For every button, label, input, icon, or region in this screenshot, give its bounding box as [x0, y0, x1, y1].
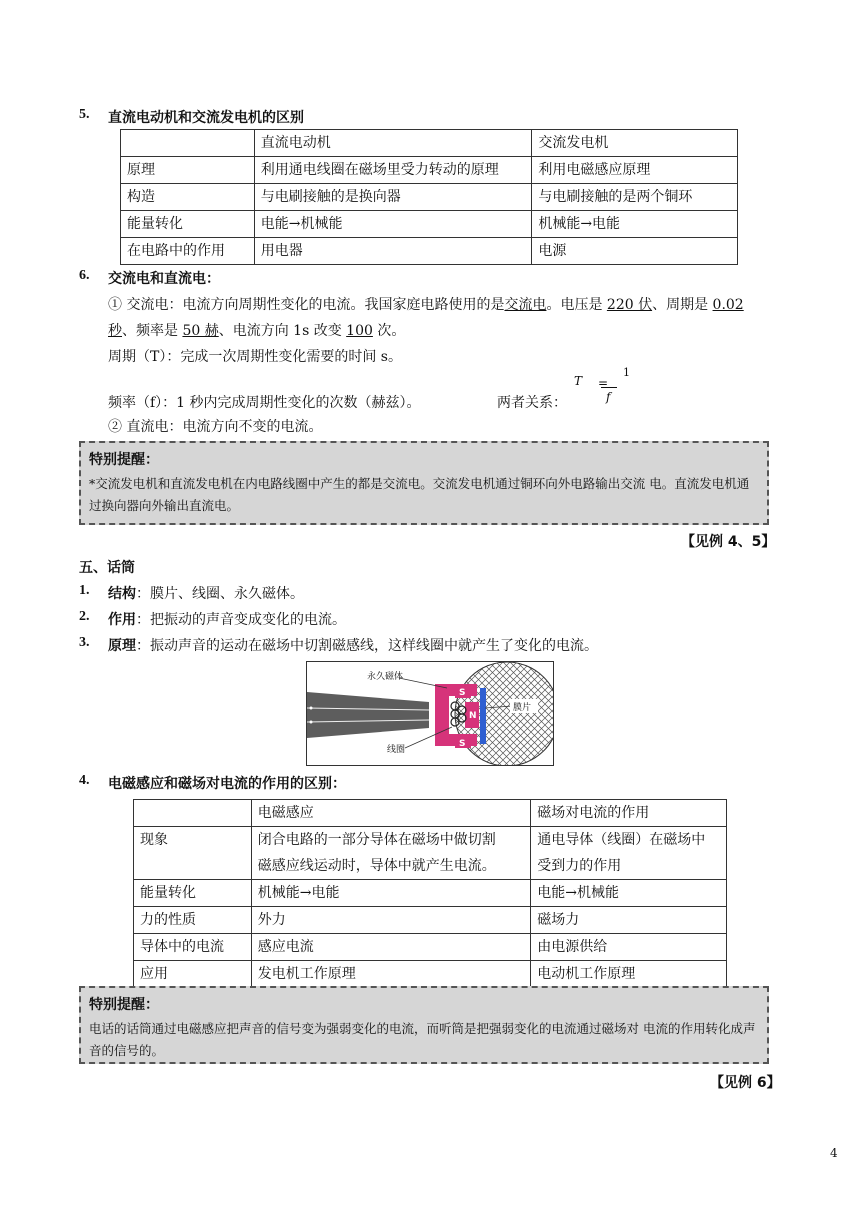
cell-text: 受到力的作用 — [537, 858, 622, 874]
table-cell: 磁场力 — [531, 907, 727, 934]
table-cell: 交流发电机 — [532, 130, 738, 157]
table-cell — [251, 827, 531, 880]
table-cell: 机械能→电能 — [532, 211, 738, 238]
table-cell: 应用 — [134, 961, 252, 988]
section-number: 5. — [79, 107, 90, 122]
item-title: 电磁感应和磁场对电流的作用的区别： — [108, 776, 346, 792]
ac-definition-line — [108, 294, 744, 314]
cell-text: 通电导体（线圈）在磁场中 — [537, 832, 706, 848]
table-cell: 导体中的电流 — [134, 934, 252, 961]
text: 、频率是 — [122, 323, 178, 339]
table-cell — [121, 130, 255, 157]
table-cell — [134, 827, 252, 880]
period-definition: 周期（T）：完成一次周期性变化需要的时间 s。 — [108, 349, 402, 365]
frequency-definition: 频率（f）：1 秒内完成周期性变化的次数（赫兹）。 — [108, 395, 421, 411]
item-label: 结构 — [108, 586, 136, 602]
table-cell: 在电路中的作用 — [121, 238, 255, 265]
table-cell: 利用电磁感应原理 — [532, 157, 738, 184]
south-pole-label: S — [459, 688, 466, 698]
table-row — [121, 157, 738, 184]
item-label: 原理 — [108, 638, 136, 654]
ac-definition-line-2 — [108, 320, 405, 340]
underlined-answer: 0.02 — [712, 297, 744, 313]
item-number: 3. — [79, 635, 90, 650]
table-cell: 与电刷接触的是换向器 — [254, 184, 532, 211]
cell-text: 磁感应线运动时，导体中就产生电流。 — [257, 858, 496, 874]
formula-T: T — [574, 374, 583, 388]
item-label: 作用 — [108, 612, 136, 628]
table-cell: 能量转化 — [121, 211, 255, 238]
table-cell — [134, 800, 252, 827]
table-cell: 磁场对电流的作用 — [531, 800, 727, 827]
structure-item — [108, 583, 304, 603]
item-number: 1. — [79, 583, 90, 598]
chapter-heading: 五、话筒 — [79, 560, 135, 576]
magnet-label: 永久磁体 — [367, 672, 404, 682]
dc-definition: ② 直流电：电流方向不变的电流。 — [108, 419, 323, 435]
underlined-answer: 220 伏 — [606, 297, 653, 313]
item-number: 2. — [79, 609, 90, 624]
table-row — [134, 934, 727, 961]
diaphragm-shape — [480, 688, 486, 744]
relation-label: 两者关系： — [497, 395, 567, 411]
page-number: 4 — [830, 1146, 838, 1160]
item-number: 4. — [79, 773, 90, 788]
table-cell: 由电源供给 — [531, 934, 727, 961]
table-cell: 外力 — [251, 907, 531, 934]
comparison-table-motor-generator — [120, 129, 738, 265]
formula-equals: = — [598, 376, 609, 390]
table-row — [134, 961, 727, 988]
reminder-body: *交流发电机和直流发电机在内电路线圈中产生的都是交流电。交流发电机通过铜环向外电路输出交流 电。直流发电机通过换向器向外输出直流电。 — [89, 476, 750, 513]
formula-denominator: f — [606, 390, 611, 404]
table-row — [134, 880, 727, 907]
microphone-diagram — [306, 661, 554, 766]
microphone-figure-svg — [307, 662, 553, 765]
table-row — [121, 184, 738, 211]
item-text: ：膜片、线圈、永久磁体。 — [136, 586, 304, 602]
principle-item — [108, 635, 598, 655]
table-cell: 电能→机械能 — [254, 211, 532, 238]
underlined-answer: 50 赫 — [182, 323, 219, 339]
table-cell: 力的性质 — [134, 907, 252, 934]
text: 、电流方向 1s 改变 — [218, 323, 342, 339]
special-reminder-box — [79, 986, 769, 1064]
table-cell: 发电机工作原理 — [251, 961, 531, 988]
table-cell: 电动机工作原理 — [531, 961, 727, 988]
table-cell: 电源 — [532, 238, 738, 265]
diaphragm-label: 膜片 — [513, 703, 532, 713]
section-number: 6. — [79, 268, 90, 283]
text: 次。 — [377, 323, 406, 339]
table-cell: 电磁感应 — [251, 800, 531, 827]
cell-text: 现象 — [140, 832, 168, 848]
table-header-row — [134, 800, 727, 827]
table-row — [134, 907, 727, 934]
reminder-title: 特别提醒： — [89, 997, 159, 1013]
table-cell: 感应电流 — [251, 934, 531, 961]
table-cell: 电能→机械能 — [531, 880, 727, 907]
example-reference: 【见例 4、5】 — [681, 534, 776, 550]
text: 、周期是 — [652, 297, 709, 313]
item-text: ：把振动的声音变成变化的电流。 — [136, 612, 346, 628]
special-reminder-box — [79, 441, 769, 525]
table-cell: 构造 — [121, 184, 255, 211]
table-cell: 能量转化 — [134, 880, 252, 907]
table-cell: 利用通电线圈在磁场里受力转动的原理 — [254, 157, 532, 184]
text: 。电压是 — [546, 297, 603, 313]
function-item — [108, 609, 346, 629]
table-cell: 机械能→电能 — [251, 880, 531, 907]
table-cell — [531, 827, 727, 880]
reminder-body: 电话的话筒通过电磁感应把声音的信号变为强弱变化的电流，而听筒是把强弱变化的电流通过磁场对 电流的作用转化成声音的信号的。 — [89, 1021, 756, 1058]
item-text: ：振动声音的运动在磁场中切割磁感线，这样线圈中就产生了变化的电流。 — [136, 638, 598, 654]
underlined-answer: 秒 — [108, 323, 122, 339]
coil-label: 线圈 — [387, 745, 406, 755]
section-title: 交流电和直流电： — [108, 271, 220, 287]
text: ① 交流电：电流方向周期性变化的电流。我国家庭电路使用的是 — [108, 297, 505, 313]
formula-numerator: 1 — [623, 366, 630, 379]
table-cell: 直流电动机 — [254, 130, 532, 157]
table-row — [121, 211, 738, 238]
underlined-answer: 100 — [346, 323, 373, 339]
table-row — [134, 827, 727, 880]
cell-text: 闭合电路的一部分导体在磁场中做切割 — [257, 832, 496, 848]
formula-fraction-bar — [601, 387, 617, 388]
table-cell: 与电刷接触的是两个铜环 — [532, 184, 738, 211]
handle-shape — [307, 692, 429, 738]
table-cell: 原理 — [121, 157, 255, 184]
table-row — [121, 238, 738, 265]
comparison-table-induction-force — [133, 799, 727, 988]
underlined-answer: 交流电 — [504, 297, 547, 313]
south-pole-label: S — [459, 739, 466, 749]
north-pole-label: N — [469, 711, 477, 721]
reminder-title: 特别提醒： — [89, 452, 159, 468]
table-cell: 用电器 — [254, 238, 532, 265]
example-reference: 【见例 6】 — [710, 1075, 781, 1091]
table-header-row — [121, 130, 738, 157]
section-title: 直流电动机和交流发电机的区别 — [108, 110, 304, 126]
